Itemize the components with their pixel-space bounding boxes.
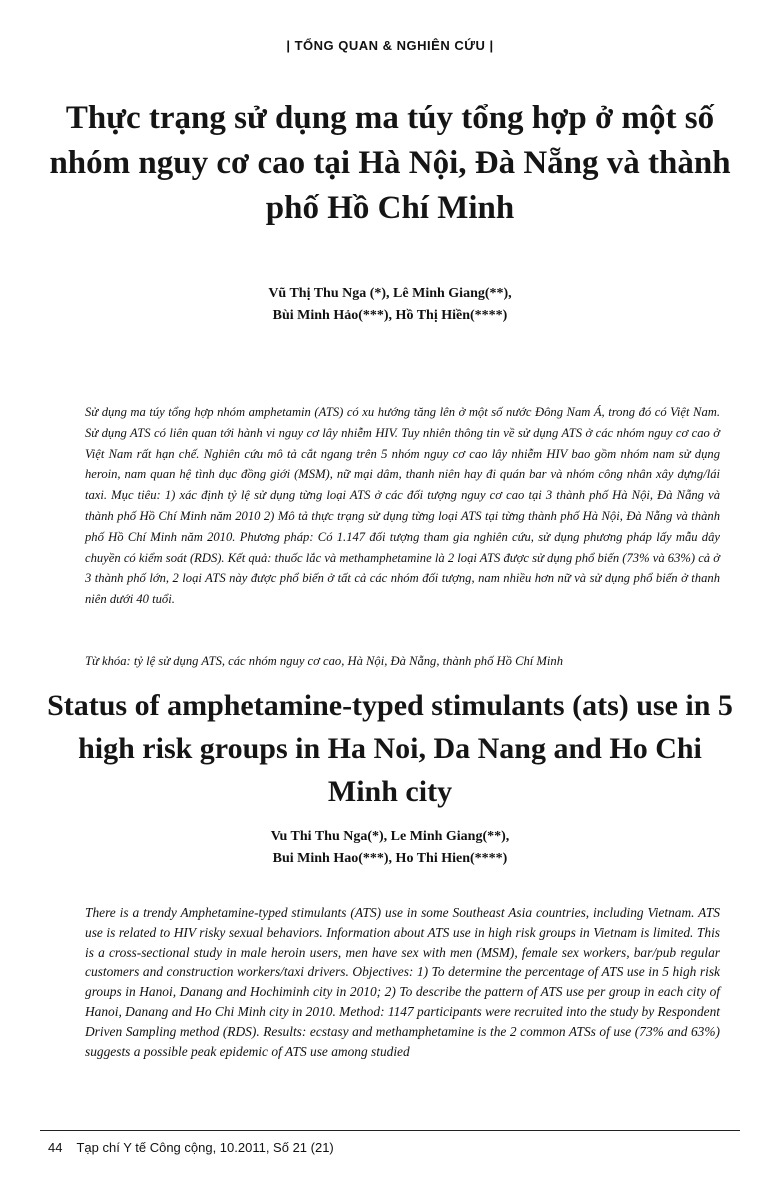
- article-title-vietnamese: Thực trạng sử dụng ma túy tổng hợp ở một số nhóm nguy cơ cao tại Hà Nội, Đà Nẵng và thành phố Hồ Chí Minh: [49, 100, 731, 226]
- page-number: 44: [48, 1140, 63, 1155]
- authors-line-1: Vũ Thị Thu Nga (*), Lê Minh Giang(**),: [268, 286, 512, 301]
- authors-english: [40, 826, 740, 870]
- authors-line-2: Bui Minh Hao(***), Ho Thi Hien(****): [272, 851, 508, 866]
- abstract-english: There is a trendy Amphetamine-typed stimulants (ATS) use in some Southeast Asia countries, including Vietnam. ATS use is related to HIV risky sexual behaviors. Information about ATS use in high risk groups in Vietnam is limited. This is a cross-sectional study in male heroin users, men have sex with men (MSM), female sex workers, bar/pub regular customers and construction workers/taxi drivers. Objectives: 1) To determine the percentage of ATS use in 5 high risk groups in Hanoi, Danang and Hochiminh city in 2010; 2) To describe the pattern of ATS use per group in each city of Hanoi, Danang and Ho Chi Minh city in 2010. Method: 1147 participants were recruited into the study by Respondent Driven Sampling method (RDS). Results: ecstasy and methamphetamine is the 2 common ATSs of use (73% and 63%) suggests a possible peak epidemic of ATS use among studied: [85, 905, 720, 1059]
- article-title-english: Status of amphetamine-typed stimulants (ats) use in 5 high risk groups in Ha Noi, Da Nang and Ho Chi Minh city: [47, 689, 733, 808]
- page-footer: [48, 1140, 348, 1155]
- authors-line-1: Vu Thi Thu Nga(*), Le Minh Giang(**),: [270, 829, 510, 844]
- keywords: Từ khóa: tỷ lệ sử dụng ATS, các nhóm nguy cơ cao, Hà Nội, Đà Nẵng, thành phố Hồ Chí Minh: [85, 654, 563, 668]
- authors-line-2: Bùi Minh Hảo(***), Hồ Thị Hiền(****): [272, 308, 508, 323]
- footer-divider: [40, 1130, 740, 1131]
- journal-citation: Tạp chí Y tế Công cộng, 10.2011, Số 21 (21): [76, 1140, 334, 1155]
- abstract-vietnamese: Sử dụng ma túy tổng hợp nhóm amphetamin (ATS) có xu hướng tăng lên ở một số nước Đông Nam Á, trong đó có Việt Nam. Sử dụng ATS có liên quan tới hành vi nguy cơ lây nhiễm HIV. Tuy nhiên thông tin về sử dụng ATS ở các nhóm nguy cơ cao ở Việt Nam rất hạn chế. Nghiên cứu mô tả cắt ngang trên 5 nhóm nguy cơ cao lây nhiễm HIV bao gồm nhóm nam sử dụng heroin, nam quan hệ tình dục đồng giới (MSM), nữ mại dâm, thanh niên hay đi quán bar và nhóm công nhân xây dựng/lái taxi. Mục tiêu: 1) xác định tỷ lệ sử dụng từng loại ATS ở các đối tượng nguy cơ cao tại 3 thành phố Hà Nội, Đà Nẵng và thành phố Hồ Chí Minh năm 2010 2) Mô tả thực trạng sử dụng từng loại ATS tại từng thành phố Hà Nội, Đà Nẵng và thành phố Hồ Chí Minh năm 2010. Phương pháp: Có 1.147 đối tượng tham gia nghiên cứu, sử dụng phương pháp lấy mẫu dây chuyền có kiểm soát (RDS). Kết quả: thuốc lắc và methamphetamine là 2 loại ATS được sử dụng phổ biến (73% và 63%) cả ở 3 thành phố lớn, 2 loại ATS này được phổ biến ở tất cả các nhóm đối tượng, nam nhiều hơn nữ và sử dụng phổ biến ở thanh niên dưới 40 tuổi.: [85, 405, 720, 607]
- authors-vietnamese: [40, 283, 740, 327]
- section-header: | TỔNG QUAN & NGHIÊN CỨU |: [286, 38, 494, 53]
